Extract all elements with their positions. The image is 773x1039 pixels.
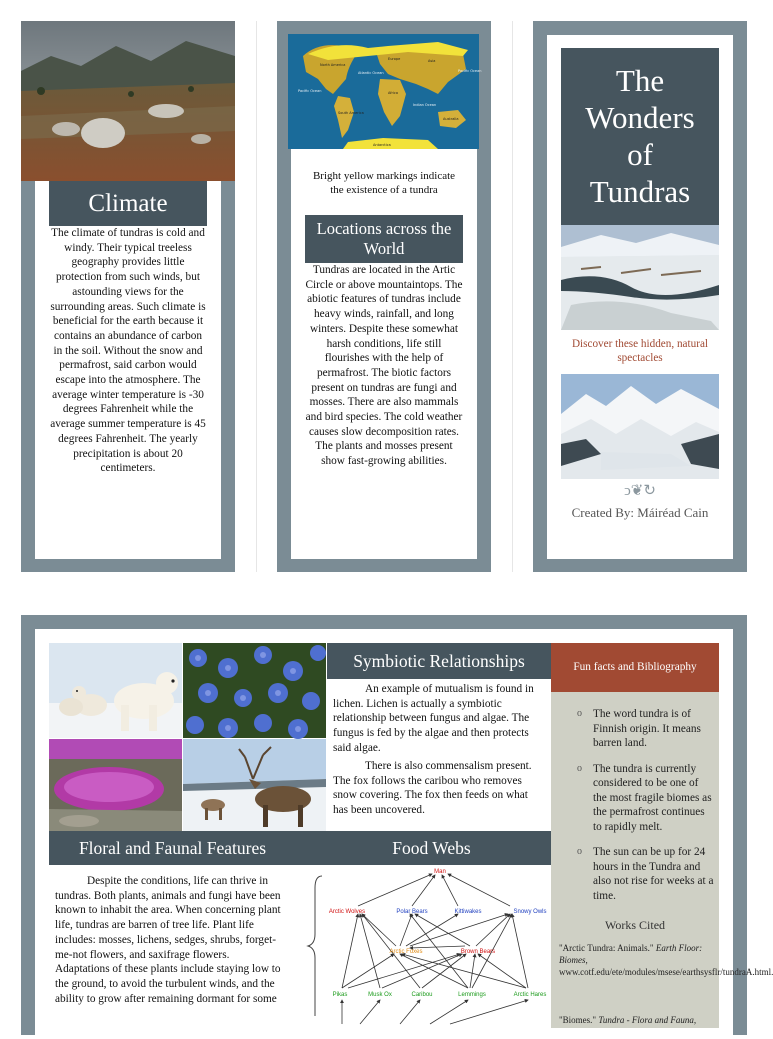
- map-label-antarctica: Antarctica: [373, 143, 391, 147]
- snowy-mountains-photo: [561, 374, 719, 479]
- map-label-atlantic-ocean: Atlantic Ocean: [358, 71, 384, 75]
- citation-1: [559, 942, 773, 978]
- cover-author: Created By: Máiréad Cain: [571, 505, 709, 520]
- symbiotic-mutualism-text: An example of mutualism is found in lichen. Lichen is actually a symbiotic relationship between fungus and algae. The fungus is fed by the algae and then protects said algae.: [333, 683, 534, 754]
- map-label-north-america: North America: [320, 63, 346, 67]
- node-arctic-foxes: Arctic Foxes: [389, 949, 423, 955]
- pink-moss-photo: [49, 739, 182, 831]
- cover-tagline: Discover these hidden, natural spectacles: [571, 338, 709, 364]
- frozen-stream-photo: [561, 225, 719, 330]
- floral-heading: Floral and Faunal Features: [49, 831, 296, 865]
- node-snowy-owls: Snowy Owls: [513, 909, 547, 915]
- ornament-glyph: ↄ❦↻: [624, 483, 656, 499]
- node-man: Man: [434, 869, 446, 875]
- node-brown-bears: Brown Bears: [460, 949, 496, 955]
- food-web-diagram: [300, 866, 550, 1024]
- blue-flowers-photo: [183, 643, 326, 738]
- climate-text: The climate of tundras is cold and windy. Their typical treeless geography provides little protection from such winds, but astounding views for the surrounding areas. Such climate is beneficial for the earth because it contains an abundance of carbon in the soil. Without the snow and permafrost, said carbon would escape into the atmosphere. The average winter temperature is -30 degrees Fahrenheit while the average summer temperature is 45 degrees Fahrenheit. The yearly precipitation is about 20 centimeters.: [50, 227, 206, 475]
- citation-2: [559, 1014, 715, 1026]
- map-label-europe: Europe: [388, 57, 401, 61]
- node-kittiwakes: Kittiwakes: [454, 909, 482, 915]
- citation-1-url: , www.cotf.edu/ete/modules/msese/earthsysflr/tundraA.html.: [559, 955, 773, 977]
- cover-title: The Wonders of Tundras: [561, 48, 719, 225]
- polar-bears-photo: [49, 643, 182, 738]
- locations-heading: Locations across the World: [305, 215, 463, 263]
- locations-text: Tundras are located in the Artic Circle or above mountaintops. The abiotic features of tundras include heavy winds, rainfall, and long winters. Despite these somewhat harsh conditions, life still flourishes with the help of permafrost. The biotic factors present on tundras are fungi and mosses. There are also mammals and bird species. The cold weather causes slow decomposition rates. The plants and mosses present show fast-growing abilities.: [305, 264, 463, 468]
- fun-fact: o The tundra is currently considered to be one of the most fragile biomes as the permafrost continues to rapidly melt.: [561, 762, 715, 835]
- map-caption: Bright yellow markings indicate the existence of a tundra: [312, 170, 456, 196]
- foodweb-heading: Food Webs: [392, 838, 471, 858]
- fun-fact: o The sun can be up for 24 hours in the Tundra and also not rise for weeks at a time.: [561, 845, 715, 903]
- map-label-asia: Asia: [428, 59, 436, 63]
- map-label-south-america: South America: [338, 111, 364, 115]
- node-polar-bears: Polar Bears: [396, 909, 428, 915]
- citation-1-source: Earth Floor: Biomes: [559, 943, 703, 965]
- fun-fact: o The word tundra is of Finnish origin. It means barren land.: [561, 707, 715, 751]
- node-arctic-wolves: Arctic Wolves: [328, 909, 366, 915]
- climate-heading: Climate: [49, 181, 207, 226]
- node-caribou: Caribou: [411, 992, 433, 998]
- citation-2-title: "Biomes.": [559, 1015, 597, 1025]
- fold-line: [256, 21, 257, 572]
- node-pikas: Pikas: [332, 992, 348, 998]
- fun-facts-list: [561, 707, 715, 914]
- map-label-pacific-ocean-east: Pacific Ocean: [458, 69, 482, 73]
- fold-line: [512, 21, 513, 572]
- world-tundra-map: [288, 34, 482, 149]
- floral-text: Despite the conditions, life can thrive in tundras. Both plants, animals and fungi have been known to inhabit the area. When concerning plant life, tundras are barren of tree life. Plant life includes: mosses, lichens, sedges, shrubs, forget-me-not flowers, and saxifrage flowers. Adaptations of these plants include staying low to the ground, to avoid the turbulent winds, and the ability to grow after remaining dormant for some: [55, 875, 281, 1005]
- works-cited-heading: Works Cited: [604, 918, 666, 932]
- foodweb-heading-band: [296, 831, 551, 865]
- fun-facts-heading: Fun facts and Bibliography: [551, 643, 719, 692]
- node-lemmings: Lemmings: [458, 992, 486, 998]
- symbiotic-commensalism-text: There is also commensalism present. The fox follows the caribou who removes snow covering. The fox then feeds on what has been uncovered.: [333, 760, 532, 817]
- map-label-indian-ocean: Indian Ocean: [413, 103, 437, 107]
- node-musk-ox: Musk Ox: [368, 992, 392, 998]
- caribou-photo: [183, 739, 326, 831]
- mountain-tundra-photo: [21, 21, 235, 181]
- map-label-australia: Australia: [443, 117, 459, 121]
- citation-2-source: Tundra - Flora and Fauna,: [598, 1015, 697, 1025]
- map-label-africa: Africa: [388, 91, 398, 95]
- symbiotic-heading: Symbiotic Relationships: [327, 643, 551, 679]
- citation-1-title: "Arctic Tundra: Animals.": [559, 943, 654, 953]
- map-label-pacific-ocean-west: Pacific Ocean: [298, 89, 322, 93]
- node-arctic-hares: Arctic Hares: [513, 992, 547, 998]
